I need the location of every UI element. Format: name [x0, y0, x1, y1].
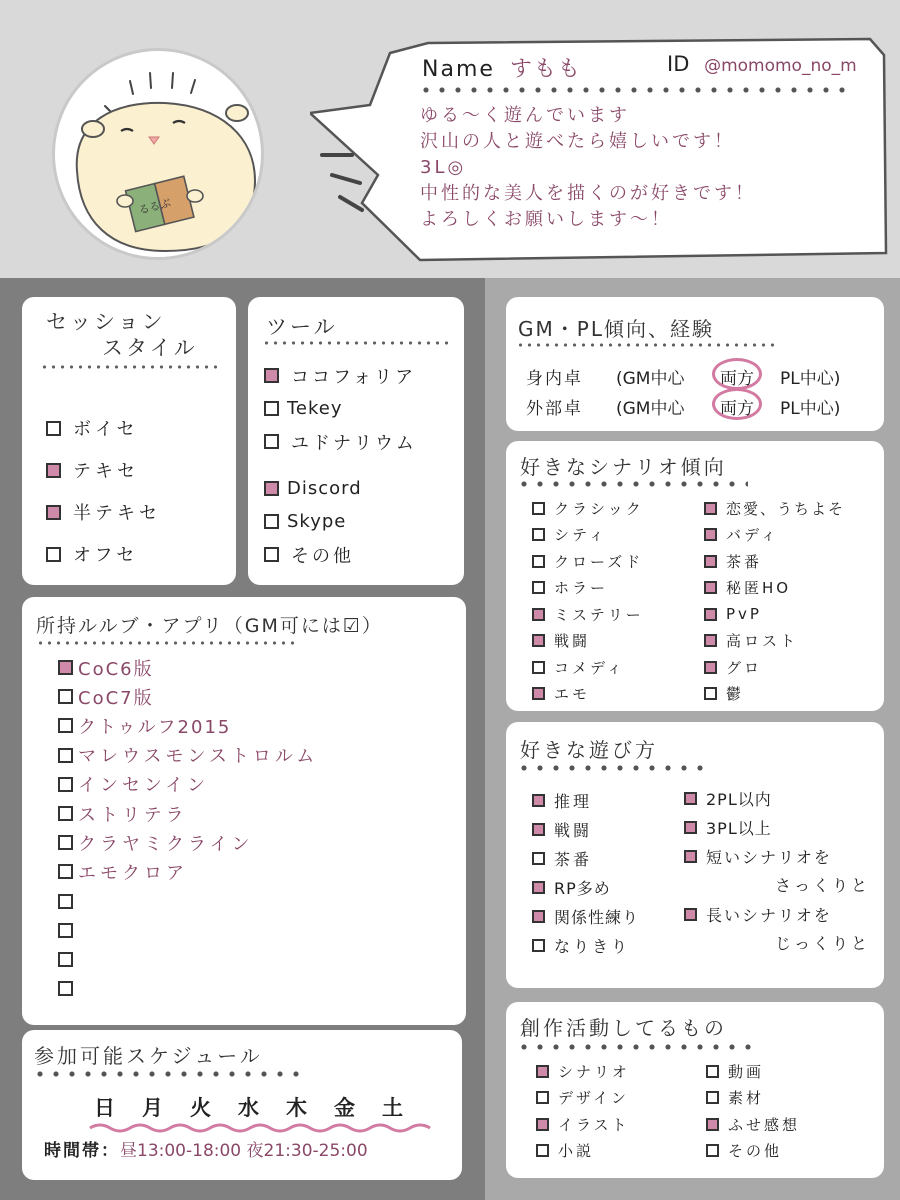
checkbox-label: シティ	[554, 526, 607, 545]
checkbox-label: 短いシナリオを	[706, 848, 832, 867]
creative-title: 創作活動してるもの	[520, 1016, 727, 1040]
checkbox-label: ユドナリウム	[291, 432, 417, 454]
checkbox[interactable]	[58, 981, 73, 996]
checkbox[interactable]	[704, 581, 717, 594]
checkbox[interactable]	[684, 792, 697, 805]
checkbox[interactable]	[536, 1144, 549, 1157]
checkbox[interactable]	[532, 528, 545, 541]
checkbox-item[interactable]	[536, 1111, 630, 1138]
checkbox[interactable]	[58, 864, 73, 879]
checkbox-label: Tekey	[287, 398, 343, 419]
selected-circle	[712, 358, 762, 390]
checkbox-item[interactable]	[532, 628, 644, 655]
checkbox-item[interactable]	[58, 770, 318, 799]
day-sunday: 日	[94, 1096, 115, 1120]
checkbox[interactable]	[58, 718, 73, 733]
day-tuesday: 火	[190, 1096, 211, 1120]
divider	[36, 641, 298, 645]
checkbox-item[interactable]	[264, 392, 417, 425]
checkbox-label: 戦闘	[554, 821, 593, 840]
checkbox-label: なりきり	[554, 937, 631, 956]
day-wednesday: 水	[238, 1096, 259, 1120]
checkbox-item[interactable]	[704, 495, 845, 522]
session-style-card	[22, 297, 236, 585]
bio-line: 3L◎	[420, 157, 467, 178]
checkbox-item[interactable]	[536, 1058, 630, 1085]
checkbox[interactable]	[532, 823, 545, 836]
checkbox[interactable]	[532, 939, 545, 952]
checkbox-item[interactable]	[684, 813, 870, 842]
bio-line: 沢山の人と遊べたら嬉しいです！	[420, 131, 735, 152]
checkbox-item[interactable]	[58, 741, 318, 770]
gm-pl-title: GM・PL傾向、経験	[518, 317, 714, 341]
checkbox[interactable]	[532, 910, 545, 923]
checkbox[interactable]	[264, 547, 279, 562]
checkbox-item[interactable]	[532, 654, 644, 681]
checkbox-item[interactable]	[46, 449, 161, 491]
checkbox-item[interactable]	[532, 575, 644, 602]
id-label: ID	[667, 52, 690, 76]
playstyle-left-list	[532, 786, 639, 960]
checkbox-item[interactable]	[704, 548, 845, 575]
selected-circle	[712, 388, 762, 420]
name-label: Name	[422, 57, 495, 82]
checkbox[interactable]	[58, 689, 73, 704]
checkbox-item[interactable]	[58, 945, 318, 974]
checkbox[interactable]	[684, 850, 697, 863]
checkbox[interactable]	[532, 852, 545, 865]
checkbox-label: グロ	[726, 658, 763, 677]
id-field	[667, 52, 857, 76]
day-monday: 月	[142, 1096, 163, 1120]
scenario-right-list	[704, 495, 845, 707]
checkbox-label: 3PL以上	[706, 819, 772, 838]
checkbox-label: CoC7版	[78, 687, 154, 709]
checkbox-item[interactable]	[264, 359, 417, 392]
checkbox-item[interactable]	[536, 1085, 630, 1112]
checkbox-item[interactable]	[58, 916, 318, 945]
checkbox-label: ボイセ	[73, 419, 139, 440]
checkbox-item[interactable]	[704, 654, 845, 681]
checkbox-item[interactable]	[58, 711, 318, 740]
bio	[420, 103, 756, 233]
checkbox-label: 恋愛、うちよそ	[726, 499, 846, 518]
checkbox-item[interactable]	[532, 548, 644, 575]
checkbox-item[interactable]	[706, 1058, 800, 1085]
checkbox-item[interactable]	[58, 857, 318, 886]
option-pl[interactable]: PL中心)	[780, 398, 841, 419]
checkbox[interactable]	[704, 687, 717, 700]
hamster-illustration-icon	[55, 51, 264, 260]
name-field	[422, 52, 582, 83]
profile-id: @momomo_no_m	[704, 56, 857, 76]
checkbox-item[interactable]	[58, 799, 318, 828]
checkbox-label: クトゥルフ2015	[78, 716, 232, 738]
checkbox[interactable]	[532, 581, 545, 594]
checkbox-item[interactable]	[46, 491, 161, 533]
checkbox-label: 秘匿HO	[726, 579, 792, 598]
gm-pl-row	[526, 391, 840, 421]
checkbox-label: ホラー	[554, 579, 609, 598]
checkbox-item[interactable]	[684, 900, 870, 929]
checkbox-item[interactable]	[532, 681, 644, 708]
checkbox[interactable]	[264, 434, 279, 449]
checkbox-label: ミステリー	[554, 605, 644, 624]
checkbox[interactable]	[706, 1091, 719, 1104]
checkbox-item[interactable]	[704, 575, 845, 602]
bio-line: ゆる～く遊んでいます	[420, 105, 630, 126]
divider	[516, 343, 774, 347]
checkbox-label: 茶番	[726, 552, 763, 571]
checkbox[interactable]	[46, 421, 61, 436]
checkbox[interactable]	[532, 881, 545, 894]
checkbox[interactable]	[704, 528, 717, 541]
checkbox-item[interactable]	[58, 887, 318, 916]
gm-pl-row	[526, 361, 840, 391]
scenario-title: 好きなシナリオ傾向	[520, 455, 727, 479]
divider	[516, 1044, 758, 1050]
checkbox-item[interactable]	[704, 522, 845, 549]
schedule-underline	[88, 1120, 438, 1134]
checkbox-label: バディ	[726, 526, 779, 545]
checkbox[interactable]	[46, 463, 61, 478]
checkbox-item[interactable]	[58, 653, 318, 682]
checkbox[interactable]	[264, 514, 279, 529]
checkbox[interactable]	[532, 555, 545, 568]
checkbox-label: 長いシナリオを	[706, 906, 832, 925]
checkbox-label: マレウスモンストロルム	[78, 746, 319, 768]
checkbox[interactable]	[536, 1065, 549, 1078]
checkbox-item[interactable]	[264, 538, 417, 571]
checkbox[interactable]	[536, 1118, 549, 1131]
profile-bubble	[310, 25, 895, 270]
checkbox[interactable]	[58, 660, 73, 675]
checkbox-label: 戦闘	[554, 632, 591, 651]
checkbox-label: ココフォリア	[291, 366, 417, 388]
checkbox-item[interactable]	[532, 931, 639, 960]
checkbox-item[interactable]	[532, 601, 644, 628]
session-style-title	[46, 309, 198, 361]
option-both[interactable]	[720, 394, 780, 419]
checkbox-item[interactable]	[58, 974, 318, 1003]
checkbox-label: RP多め	[554, 879, 611, 898]
checkbox[interactable]	[264, 401, 279, 416]
creative-left-list	[536, 1058, 630, 1164]
checkbox-sublabel: さっくりと	[774, 876, 870, 895]
checkbox[interactable]	[684, 908, 697, 921]
checkbox[interactable]	[706, 1118, 719, 1131]
bubble-divider	[418, 87, 846, 93]
checkbox-label: 高ロスト	[726, 632, 799, 651]
creative-card	[506, 1002, 884, 1178]
checkbox-label: 鬱	[726, 685, 745, 704]
checkbox[interactable]	[532, 634, 545, 647]
session-style-list	[46, 407, 161, 575]
checkbox-label: その他	[291, 545, 354, 567]
divider	[40, 365, 218, 369]
bio-line: 中性的な美人を描くのが好きです！	[420, 183, 756, 204]
checkbox-item[interactable]	[532, 873, 639, 902]
row-label: 外部卓	[526, 398, 583, 419]
option-label: 両方	[720, 398, 754, 419]
checkbox-label: コメディ	[554, 658, 625, 677]
checkbox[interactable]	[264, 368, 279, 383]
checkbox-item[interactable]	[704, 601, 845, 628]
checkbox-item[interactable]	[58, 828, 318, 857]
checkbox-label: インセンイン	[78, 775, 210, 797]
checkbox-label: その他	[728, 1142, 783, 1161]
checkbox[interactable]	[58, 777, 73, 792]
checkbox-label: テキセ	[73, 461, 139, 482]
gm-pl-rows	[526, 361, 840, 421]
divider	[516, 481, 748, 487]
checkbox-item[interactable]	[706, 1085, 800, 1112]
playstyle-title: 好きな遊び方	[520, 738, 658, 762]
tools-list	[264, 359, 417, 571]
row-label: 身内卓	[526, 368, 583, 389]
checkbox-item[interactable]	[704, 681, 845, 708]
schedule-title: 参加可能スケジュール	[34, 1044, 263, 1068]
checkbox-item[interactable]	[706, 1138, 800, 1165]
checkbox-label: 半テキセ	[73, 503, 161, 524]
checkbox-label: Discord	[287, 478, 362, 499]
avatar	[52, 48, 264, 260]
schedule-time	[44, 1136, 368, 1161]
checkbox-item[interactable]	[532, 815, 639, 844]
profile-name: すもも	[509, 57, 582, 82]
checkbox[interactable]	[706, 1144, 719, 1157]
checkbox-label: オフセ	[73, 545, 139, 566]
checkbox-item[interactable]	[264, 425, 417, 458]
checkbox-item[interactable]	[684, 842, 870, 871]
checkbox[interactable]	[532, 502, 545, 515]
checkbox-label: クラヤミクライン	[78, 833, 254, 855]
option-gm[interactable]: (GM中心	[616, 398, 685, 419]
divider	[516, 765, 712, 771]
checkbox[interactable]	[532, 608, 545, 621]
checkbox[interactable]	[684, 821, 697, 834]
option-label: 両方	[720, 368, 754, 389]
checkbox-label: デザイン	[558, 1089, 629, 1108]
checkbox-item[interactable]	[532, 522, 644, 549]
checkbox-label: シナリオ	[558, 1062, 630, 1081]
checkbox[interactable]	[704, 555, 717, 568]
checkbox-sublabel: じっくりと	[774, 934, 870, 953]
bio-line: よろしくお願いします～！	[420, 209, 672, 230]
title-line: セッション	[46, 310, 166, 334]
day-thursday: 木	[286, 1096, 307, 1120]
checkbox[interactable]	[704, 661, 717, 674]
checkbox[interactable]	[58, 748, 73, 763]
checkbox[interactable]	[58, 894, 73, 909]
checkbox-label: 小説	[558, 1142, 595, 1161]
time-value: 昼13:00-18:00 夜21:30-25:00	[120, 1141, 368, 1161]
playstyle-card	[506, 722, 884, 988]
checkbox-item[interactable]	[532, 786, 639, 815]
title-line: スタイル	[102, 336, 198, 360]
option-gm[interactable]: (GM中心	[616, 368, 685, 389]
tools-card	[248, 297, 464, 585]
checkbox-label: 関係性練り	[554, 908, 640, 927]
day-friday: 金	[334, 1096, 355, 1120]
checkbox[interactable]	[536, 1091, 549, 1104]
checkbox[interactable]	[704, 502, 717, 515]
checkbox-item[interactable]	[706, 1111, 800, 1138]
checkbox[interactable]	[704, 634, 717, 647]
rulebooks-list	[58, 653, 318, 1003]
checkbox-label: 動画	[728, 1062, 765, 1081]
checkbox[interactable]	[58, 952, 73, 967]
checkbox[interactable]	[58, 835, 73, 850]
checkbox-item[interactable]	[532, 844, 639, 873]
checkbox-item[interactable]	[684, 784, 870, 813]
checkbox-item[interactable]	[532, 902, 639, 931]
checkbox-label: ふせ感想	[728, 1115, 801, 1134]
checkbox-label: 茶番	[554, 850, 593, 869]
checkbox-label: 素材	[728, 1089, 765, 1108]
checkbox[interactable]	[532, 687, 545, 700]
checkbox-label: Skype	[287, 511, 347, 532]
checkbox-item[interactable]	[264, 472, 417, 505]
checkbox-item[interactable]	[264, 505, 417, 538]
checkbox-item[interactable]	[536, 1138, 630, 1165]
day-saturday: 土	[382, 1096, 403, 1120]
checkbox[interactable]	[46, 505, 61, 520]
option-both[interactable]	[720, 364, 780, 389]
checkbox-label: 2PL以内	[706, 790, 772, 809]
checkbox-item[interactable]	[46, 533, 161, 575]
checkbox[interactable]	[264, 481, 279, 496]
checkbox-item[interactable]	[58, 682, 318, 711]
checkbox-item[interactable]	[532, 495, 644, 522]
checkbox-item[interactable]	[704, 628, 845, 655]
checkbox-label: クラシック	[554, 499, 644, 518]
rulebooks-title: 所持ルルブ・アプリ（GM可には☑）	[36, 615, 383, 637]
checkbox-label: エモクロア	[78, 862, 188, 884]
rulebooks-card	[22, 597, 466, 1025]
checkbox[interactable]	[58, 806, 73, 821]
schedule-days	[94, 1092, 430, 1122]
scenario-card	[506, 441, 884, 711]
playstyle-right-list	[684, 784, 870, 958]
checkbox-label: PvP	[726, 605, 762, 624]
scenario-left-list	[532, 495, 644, 707]
checkbox-label: エモ	[554, 685, 591, 704]
checkbox-label: ストリテラ	[78, 804, 188, 826]
gm-pl-card	[506, 297, 884, 431]
checkbox-label: CoC6版	[78, 658, 154, 680]
time-label: 時間帯：	[44, 1141, 120, 1161]
checkbox[interactable]	[706, 1065, 719, 1078]
checkbox[interactable]	[532, 661, 545, 674]
schedule-card	[22, 1030, 462, 1180]
tools-title: ツール	[266, 315, 338, 339]
checkbox[interactable]	[704, 608, 717, 621]
divider	[262, 341, 448, 345]
checkbox[interactable]	[58, 923, 73, 938]
divider	[32, 1071, 302, 1077]
checkbox[interactable]	[46, 547, 61, 562]
checkbox-item[interactable]	[46, 407, 161, 449]
creative-right-list	[706, 1058, 800, 1164]
option-pl[interactable]: PL中心)	[780, 368, 841, 389]
checkbox-label: クローズド	[554, 552, 644, 571]
checkbox-label: イラスト	[558, 1115, 630, 1134]
book-text: るるぶ	[137, 196, 173, 217]
checkbox[interactable]	[532, 794, 545, 807]
checkbox-label: 推理	[554, 792, 593, 811]
